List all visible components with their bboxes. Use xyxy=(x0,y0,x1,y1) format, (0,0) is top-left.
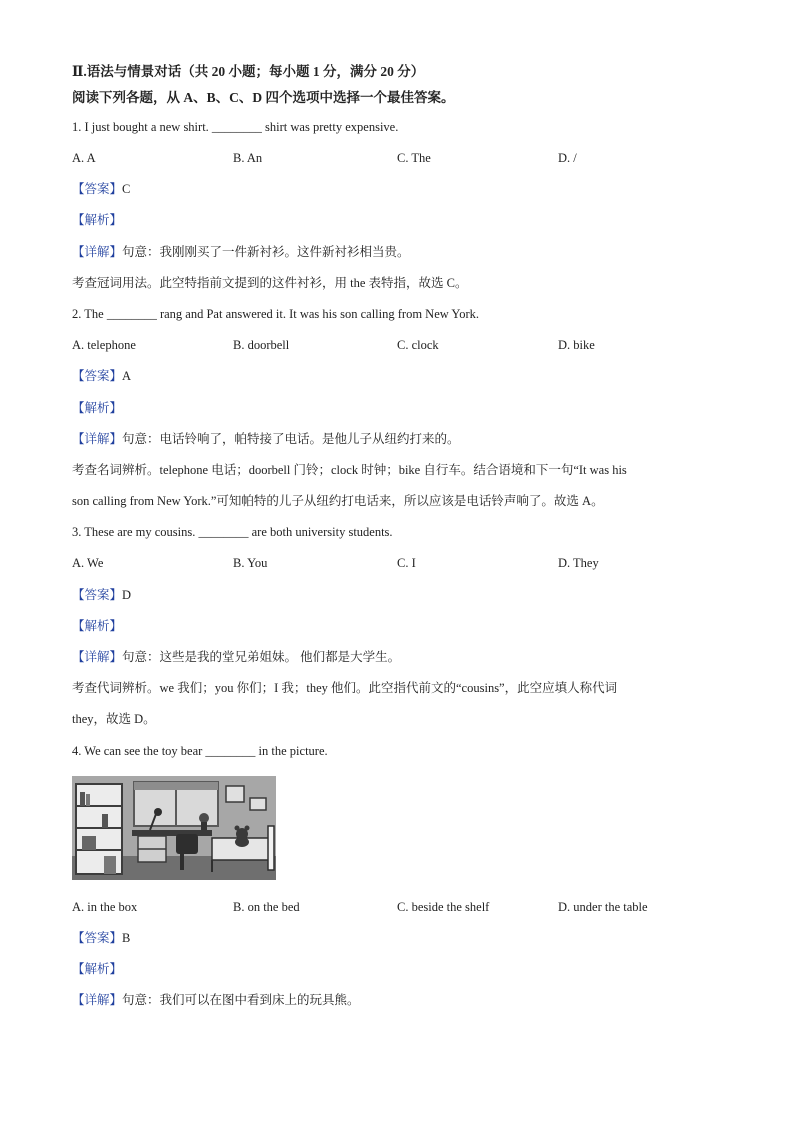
analysis-label: 【解析】 xyxy=(72,401,123,415)
q4-detail xyxy=(72,992,360,1008)
q4-option-b: B. on the bed xyxy=(233,900,300,914)
q1-option-b: B. An xyxy=(233,151,263,165)
answer-label: 【答案】 xyxy=(72,369,123,383)
q2-analysis-label xyxy=(72,400,122,416)
question-2-stem: 2. The ________ rang and Pat answered it. It was his son calling from New York. xyxy=(72,307,480,321)
question-3-stem: 3. These are my cousins. ________ are both university students. xyxy=(72,525,393,539)
q1-answer-value: C xyxy=(122,182,131,196)
detail-label: 【详解】 xyxy=(72,993,123,1007)
section-instruction: 阅读下列各题，从 A、B、C、D 四个选项中选择一个最佳答案。 xyxy=(72,90,455,105)
q3-option-c: C. I xyxy=(397,556,416,570)
q1-option-a: A. A xyxy=(72,151,96,165)
q2-detail xyxy=(72,431,460,447)
analysis-label: 【解析】 xyxy=(72,962,123,976)
q1-explain-1: 考查冠词用法。此空特指前文提到的这件衬衫，用 the 表特指，故选 C。 xyxy=(72,276,468,290)
q2-option-c: C. clock xyxy=(397,338,439,352)
q1-analysis-label xyxy=(72,212,122,228)
q3-explain-2: they，故选 D。 xyxy=(72,712,156,726)
q3-answer xyxy=(72,587,131,603)
q2-explain-1: 考查名词辨析。telephone 电话；doorbell 门铃；clock 时钟；bike 自行车。结合语境和下一句“It was his xyxy=(72,463,627,477)
q3-option-b: B. You xyxy=(233,556,268,570)
q4-option-c: C. beside the shelf xyxy=(397,900,490,914)
detail-label: 【详解】 xyxy=(72,650,123,664)
detail-label: 【详解】 xyxy=(72,432,123,446)
bedroom-picture xyxy=(72,776,276,880)
q1-detail xyxy=(72,244,410,260)
q2-option-d: D. bike xyxy=(558,338,595,352)
analysis-label: 【解析】 xyxy=(72,619,123,633)
q4-option-a: A. in the box xyxy=(72,900,138,914)
q3-option-a: A. We xyxy=(72,556,104,570)
q4-answer-value: B xyxy=(122,931,131,945)
q1-answer xyxy=(72,181,130,197)
answer-label: 【答案】 xyxy=(72,588,123,602)
q2-option-a: A. telephone xyxy=(72,338,136,352)
q4-option-d: D. under the table xyxy=(558,900,648,914)
question-1-stem: 1. I just bought a new shirt. ________ shirt was pretty expensive. xyxy=(72,120,399,134)
question-4-stem: 4. We can see the toy bear ________ in the picture. xyxy=(72,744,328,758)
detail-label: 【详解】 xyxy=(72,245,123,259)
q2-explain-2: son calling from New York.”可知帕特的儿子从纽约打电话来，所以应该是电话铃声响了。故选 A。 xyxy=(72,494,604,508)
q3-detail-text: 句意：这些是我的堂兄弟姐妹。 他们都是大学生。 xyxy=(122,650,401,664)
q4-answer xyxy=(72,930,130,946)
section-title: Ⅱ.语法与情景对话（共 20 小题；每小题 1 分，满分 20 分） xyxy=(72,64,425,79)
q1-option-c: C. The xyxy=(397,151,431,165)
q3-analysis-label xyxy=(72,618,122,634)
q3-explain-1: 考查代词辨析。we 我们；you 你们；I 我；they 他们。此空指代前文的“cousins”，此空应填人称代词 xyxy=(72,681,618,695)
q2-answer xyxy=(72,368,131,384)
q3-answer-value: D xyxy=(122,588,132,602)
q1-detail-text: 句意：我刚刚买了一件新衬衫。这件新衬衫相当贵。 xyxy=(122,245,410,259)
q2-detail-text: 句意：电话铃响了，帕特接了电话。是他儿子从纽约打来的。 xyxy=(122,432,460,446)
answer-label: 【答案】 xyxy=(72,182,123,196)
q2-answer-value: A xyxy=(122,369,132,383)
q3-option-d: D. They xyxy=(558,556,599,570)
q1-option-d: D. / xyxy=(558,151,577,165)
q4-detail-text: 句意：我们可以在图中看到床上的玩具熊。 xyxy=(122,993,360,1007)
answer-label: 【答案】 xyxy=(72,931,123,945)
q3-detail xyxy=(72,649,400,665)
q2-option-b: B. doorbell xyxy=(233,338,290,352)
analysis-label: 【解析】 xyxy=(72,213,123,227)
q4-analysis-label xyxy=(72,961,122,977)
